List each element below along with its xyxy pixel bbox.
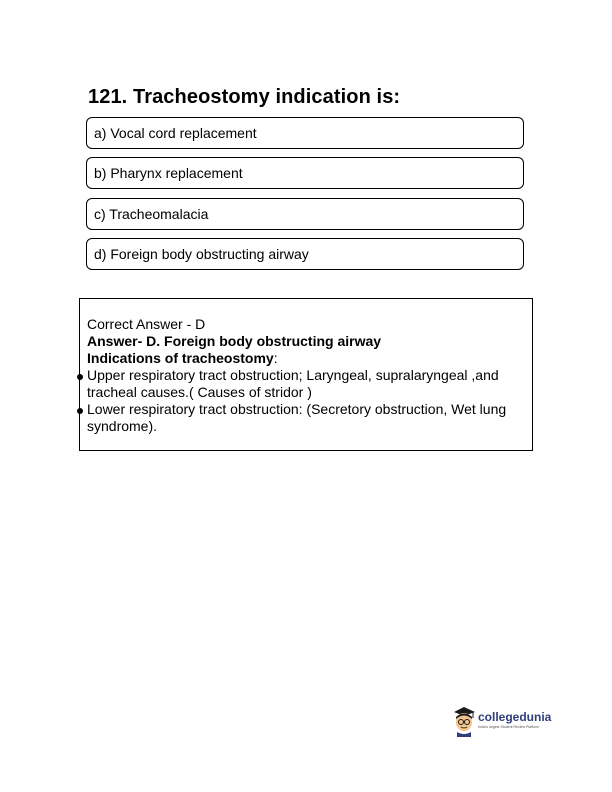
indication-item-1: Upper respiratory tract obstruction; Laryngeal, supralaryngeal ,and tracheal causes.( Causes of stridor ) [87,367,499,400]
logo-wordmark: collegedunia [478,710,552,724]
indications-heading [87,350,527,367]
option-b[interactable]: b) Pharynx replacement [86,157,524,189]
answer-line: Answer- D. Foreign body obstructing airway [87,333,382,349]
collegedunia-logo [452,705,552,737]
option-c[interactable]: c) Tracheomalacia [86,198,524,230]
question-title: 121. Tracheostomy indication is: [88,86,401,108]
bullet-icon [77,374,83,380]
indications-colon: : [273,350,278,366]
answer-box [79,298,533,451]
logo-tagline: India's largest Student Review Platform [478,725,539,729]
option-d[interactable]: d) Foreign body obstructing airway [86,238,524,270]
option-a[interactable]: a) Vocal cord replacement [86,117,524,149]
bullet-icon [77,408,83,414]
correct-answer-line: Correct Answer - D [87,316,206,332]
student-mascot-icon [452,705,478,737]
indication-item-2: Lower respiratory tract obstruction: (Secretory obstruction, Wet lung syndrome). [87,401,507,434]
indications-heading-text: Indications of tracheostomy [87,350,274,366]
